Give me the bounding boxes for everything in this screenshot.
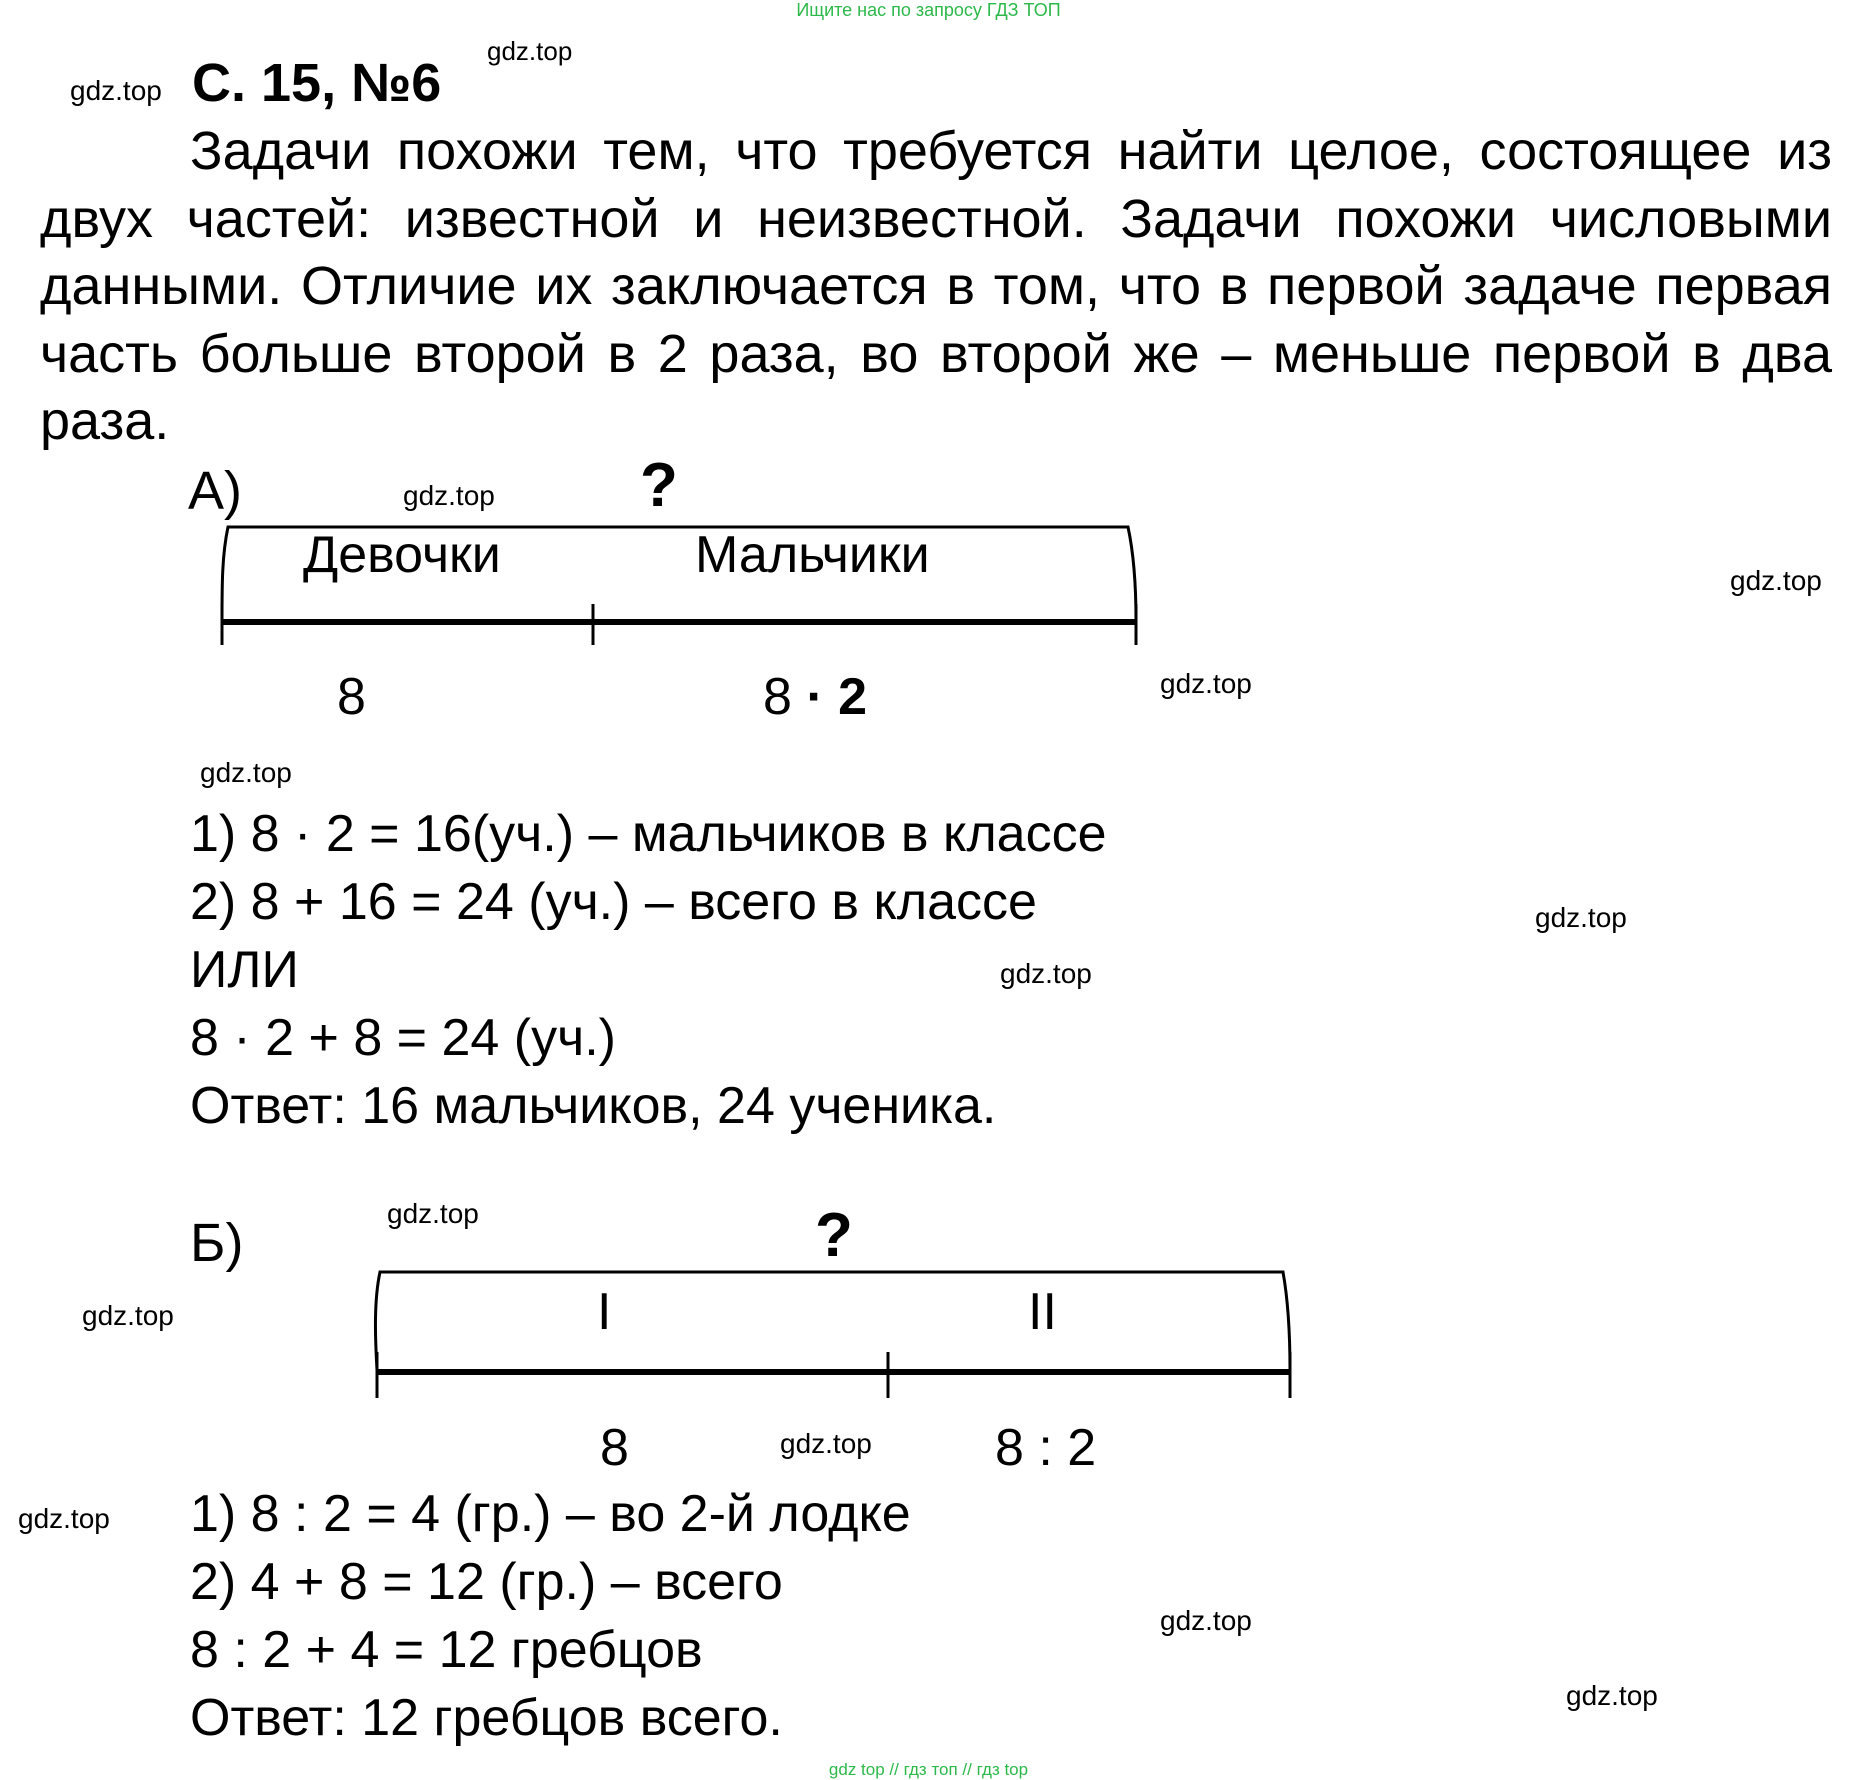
part-b-segment-first: I [597, 1283, 612, 1341]
part-a-question-mark: ? [640, 451, 678, 520]
watermark: gdz.top [780, 1428, 872, 1459]
part-a-whole-bracket [222, 527, 1136, 620]
part-a-line-3: ИЛИ [190, 941, 299, 999]
page-title: С. 15, №6 [192, 53, 442, 113]
part-b-question-mark: ? [815, 1201, 853, 1270]
part-b-label: Б) [190, 1213, 244, 1273]
footer-links: gdz top // гдз топ // гдз top [828, 1760, 1029, 1779]
watermark: gdz.top [1160, 1605, 1252, 1636]
part-b-line-2: 2) 4 + 8 = 12 (гр.) – всего [190, 1553, 783, 1611]
watermark: gdz.top [200, 757, 292, 788]
part-b-whole-bracket [375, 1272, 1290, 1370]
part-a-line-4: 8 · 2 + 8 = 24 (уч.) [190, 1009, 616, 1067]
watermark: gdz.top [18, 1503, 110, 1534]
watermark: gdz.top [387, 1198, 479, 1229]
watermark: gdz.top [1000, 958, 1092, 989]
part-b-line-1: 1) 8 : 2 = 4 (гр.) – во 2-й лодке [190, 1485, 911, 1543]
part-b-line-3: 8 : 2 + 4 = 12 гребцов [190, 1621, 703, 1679]
part-a-value-boys-dot: · [806, 668, 824, 726]
part-a-value-boys-base: 8 [763, 668, 792, 726]
watermark: gdz.top [487, 36, 573, 66]
watermark: gdz.top [1535, 902, 1627, 933]
top-banner: Ищите нас по запросу ГДЗ ТОП [796, 0, 1061, 20]
part-a-segment-girls: Девочки [303, 526, 501, 584]
intro-paragraph: Задачи похожи тем, что требуется найти целое, состоящее из двух частей: известной и неизвестной. Задачи похожи числовыми данными. Отличие их заключается в том, что в первой задаче первая часть больше второй в 2 раза, во второй же – меньше первой в два раза. [40, 121, 1832, 451]
part-a-value-boys-factor: 2 [838, 668, 868, 726]
watermark: gdz.top [1730, 565, 1822, 596]
part-a-label: А) [188, 461, 242, 521]
part-b-value-second: 8 : 2 [995, 1419, 1097, 1477]
part-a-answer: Ответ: 16 мальчиков, 24 ученика. [190, 1077, 997, 1135]
watermark: gdz.top [82, 1300, 174, 1331]
part-b-value-first: 8 [600, 1419, 629, 1477]
part-a-line-2: 2) 8 + 16 = 24 (уч.) – всего в классе [190, 873, 1037, 931]
part-a-value-girls: 8 [337, 668, 366, 726]
watermark: gdz.top [403, 480, 495, 511]
part-a-segment-boys: Мальчики [695, 526, 930, 584]
part-b-answer: Ответ: 12 гребцов всего. [190, 1689, 783, 1747]
part-b-segment-second: II [1028, 1283, 1057, 1341]
part-a-line-1: 1) 8 · 2 = 16(уч.) – мальчиков в классе [190, 805, 1107, 863]
watermark: gdz.top [70, 75, 162, 106]
watermark: gdz.top [1160, 668, 1252, 699]
watermark: gdz.top [1566, 1680, 1658, 1711]
